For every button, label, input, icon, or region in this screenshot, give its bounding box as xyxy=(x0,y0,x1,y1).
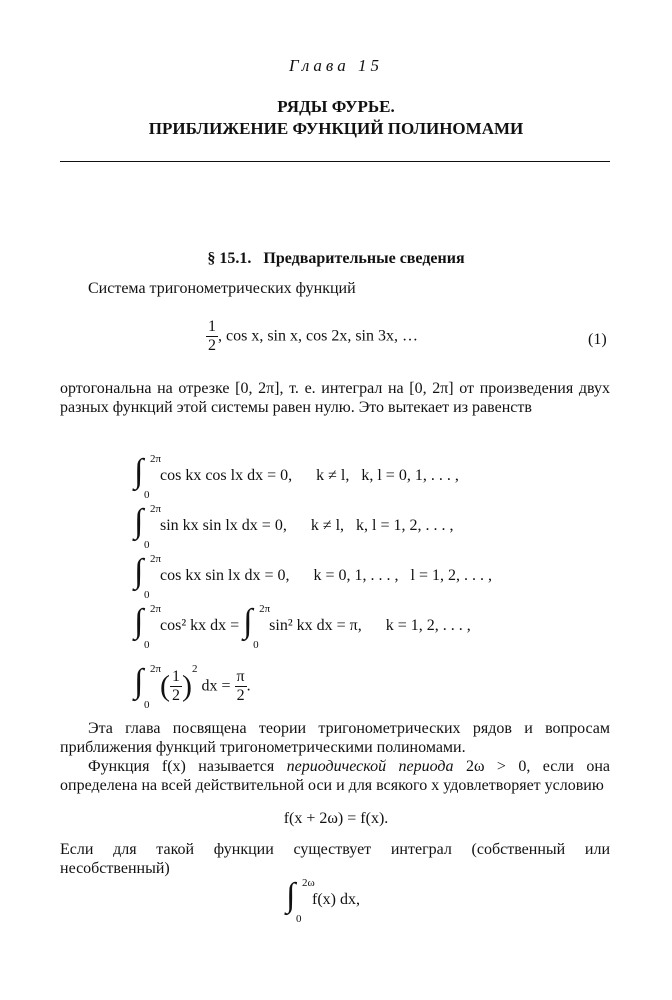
equation-period-integral-text: f(x) dx, xyxy=(312,891,360,908)
integral-row-5 xyxy=(134,659,251,712)
exponent: 2 xyxy=(192,663,198,675)
integral-row-3-text: cos kx sin lx dx = 0, k = 0, 1, . . . , l = 1, 2, . . . , xyxy=(160,567,492,584)
chapter-heading: Глава 15 xyxy=(289,56,383,75)
integral-row-1-text: cos kx cos lx dx = 0, k ≠ l, k, l = 0, 1, . . . , xyxy=(160,467,459,484)
fraction-denominator: 2 xyxy=(172,686,180,704)
fraction-numerator: 1 xyxy=(172,667,180,685)
right-paren: ) xyxy=(182,669,192,703)
fraction-numerator: π xyxy=(236,667,245,685)
integral-row-2-text: sin kx sin lx dx = 0, k ≠ l, k, l = 1, 2, . . . , xyxy=(160,517,454,534)
equation-periodicity: f(x + 2ω) = f(x). xyxy=(283,810,389,827)
section-heading: § 15.1. Предварительные сведения xyxy=(207,250,465,267)
integral-row-4 xyxy=(134,603,471,651)
equation-period-integral xyxy=(286,877,360,925)
paragraph-integral-existence: Если для такой функции существует интеграл (собственный или несобственный) xyxy=(60,841,610,877)
upper-limit: 2ω xyxy=(302,877,315,889)
upper-limit: 2π xyxy=(150,553,162,565)
paragraph-orthogonality: ортогональна на отрезке [0, 2π], т. е. интеграл на [0, 2π] от произведения двух разных функций этой системы равен нулю. Это вытекает из равенств xyxy=(60,380,610,416)
title-divider xyxy=(60,161,610,162)
paragraph-periodic-definition xyxy=(60,757,610,795)
half-fraction xyxy=(170,668,182,705)
lower-limit: 0 xyxy=(144,699,150,712)
lower-limit: 0 xyxy=(144,489,150,501)
paragraph-intro: Система тригонометрических функций xyxy=(88,280,356,297)
integral-sign: ∫ 2π 0 xyxy=(243,609,265,643)
definition-rest: 2ω > 0, если она определена на всей действительной оси и для всякого x удовлетворяет условию xyxy=(60,758,611,794)
fraction-numerator: 1 xyxy=(208,318,216,335)
integral-row-2 xyxy=(134,503,454,551)
integral-row-3 xyxy=(134,553,492,601)
integral-row-5-mid: dx = xyxy=(201,677,231,695)
integral-row-4-left: cos² kx dx = xyxy=(160,617,240,634)
lower-limit: 0 xyxy=(144,639,150,651)
equation-1-number: (1) xyxy=(588,331,607,348)
integral-row-1 xyxy=(134,453,459,501)
left-paren: ( xyxy=(160,669,170,703)
upper-limit: 2π xyxy=(259,603,271,615)
chapter-title-line-2: ПРИБЛИЖЕНИЕ ФУНКЦИЙ ПОЛИНОМАМИ xyxy=(148,119,524,138)
upper-limit: 2π xyxy=(150,603,162,615)
equation-1 xyxy=(206,318,418,355)
chapter-title-line-1: РЯДЫ ФУРЬЕ. xyxy=(277,97,395,116)
equation-1-fraction xyxy=(206,318,218,355)
upper-limit: 2π xyxy=(150,503,162,515)
integral-sign: ∫ 2π 0 xyxy=(134,609,156,643)
equation-1-terms: , cos x, sin x, cos 2x, sin 3x, … xyxy=(218,327,418,345)
lower-limit: 0 xyxy=(253,639,259,651)
fraction-denominator: 2 xyxy=(236,686,245,704)
definition-term: периодической периода xyxy=(286,758,454,775)
lower-limit: 0 xyxy=(144,589,150,601)
fraction-denominator: 2 xyxy=(208,337,216,354)
definition-start: Функция f(x) называется xyxy=(88,758,275,775)
lower-limit: 0 xyxy=(144,539,150,551)
paragraph-chapter-topic: Эта глава посвящена теории тригонометрических рядов и вопросам приближения функций тригонометрическими полиномами. xyxy=(60,720,610,756)
integral-sign: ∫ 2ω 0 xyxy=(286,883,308,917)
lower-limit: 0 xyxy=(296,913,302,925)
integral-sign: ∫ 2π 0 xyxy=(134,559,156,593)
upper-limit: 2π xyxy=(150,453,162,465)
integral-row-4-right: sin² kx dx = π, k = 1, 2, . . . , xyxy=(269,617,471,634)
period: . xyxy=(246,677,251,695)
integral-sign: ∫ 2π 0 xyxy=(134,509,156,543)
integral-sign: ∫ 2π 0 xyxy=(134,459,156,493)
integral-sign: ∫ 2π 0 xyxy=(134,669,156,703)
pi-half-fraction xyxy=(235,668,247,705)
upper-limit: 2π xyxy=(150,663,162,676)
